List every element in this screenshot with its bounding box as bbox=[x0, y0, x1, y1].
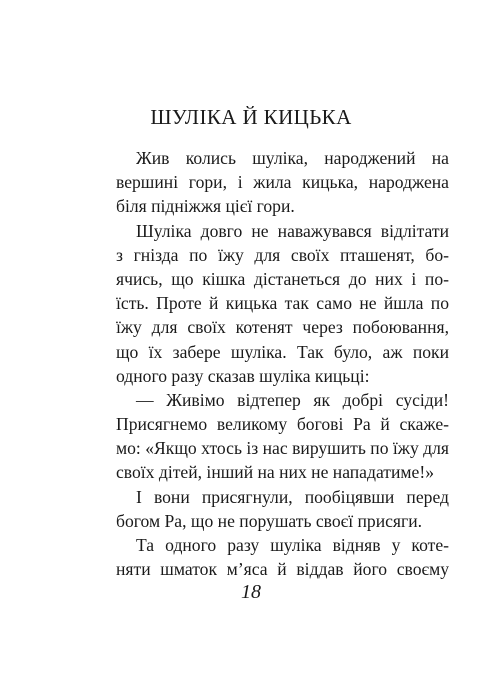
text-line: Та одного разу шуліка відняв у коте- bbox=[136, 535, 449, 555]
text-line: Жив колись шуліка, народжений на bbox=[136, 148, 449, 168]
text-line: І вони присягнули, пообіцявши перед bbox=[136, 486, 449, 507]
text-line: ячись, що кішка дістанеться до них і по- bbox=[116, 268, 449, 289]
text-line: своїх дітей, інший на них не нападатиме!» bbox=[116, 462, 435, 483]
text-line: богом Ра, що не порушать своєї присяги. bbox=[116, 510, 423, 531]
page-number: 18 bbox=[241, 581, 261, 603]
text-line: з гнізда по їжу для своїх пташенят, бо- bbox=[116, 244, 449, 265]
text-line: одного разу сказав шуліка кицьці: bbox=[116, 365, 370, 386]
text-line: Присягнемо великому богові Ра й скаже- bbox=[116, 414, 449, 435]
text-line: Шуліка довго не наважувався відлітати bbox=[136, 220, 449, 241]
text-line: їсть. Проте й кицька так само не йшла по bbox=[116, 293, 449, 314]
text-line: їжу для своїх котенят через побоювання, bbox=[116, 317, 449, 338]
text-line: вершині гори, і жила кицька, народжена bbox=[116, 172, 449, 193]
text-line: мо: «Якщо хтось із нас вирушить по їжу для bbox=[116, 438, 449, 459]
text-line: біля підніжжя цієї гори. bbox=[116, 196, 295, 217]
story-title: ШУЛІКА Й КИЦЬКА bbox=[150, 105, 352, 129]
text-line: — Живімо відтепер як добрі сусіди! bbox=[136, 389, 449, 410]
text-line: няти шматок м’яса й віддав його своєму bbox=[116, 559, 449, 580]
text-line: що їх забере шуліка. Так було, аж поки bbox=[116, 341, 449, 362]
story-text bbox=[116, 146, 449, 581]
